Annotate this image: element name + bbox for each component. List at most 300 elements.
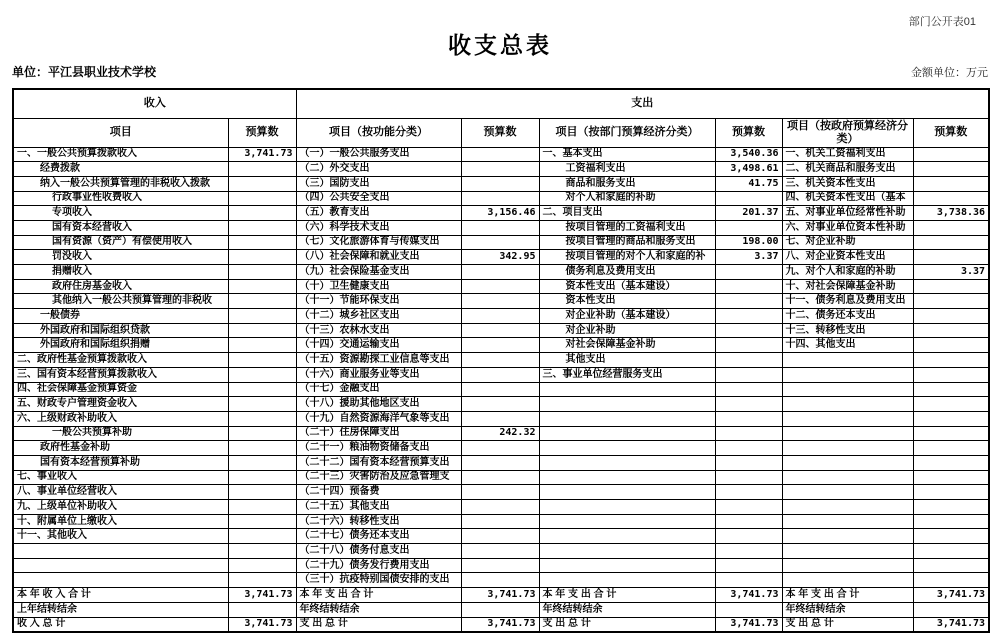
table-row (13, 382, 989, 397)
gov-econ-item-value (913, 455, 989, 470)
income-item-value (228, 206, 296, 221)
func-item-label: （三十）抗疫特别国债安排的支出 (296, 573, 461, 588)
dept-econ-item-value (715, 426, 782, 441)
gov-econ-total-value: 3,741.73 (913, 617, 989, 632)
col-header-dept-econ-budget: 预算数 (715, 118, 782, 147)
dept-econ-item-label (539, 397, 715, 412)
dept-econ-item-label (539, 411, 715, 426)
func-item-value (461, 294, 539, 309)
unit-name-label: 单位：平江县职业技术学校 (12, 65, 157, 79)
table-row (13, 265, 989, 280)
income-item-value (228, 367, 296, 382)
dept-econ-item-value (715, 323, 782, 338)
dept-econ-item-value: 198.00 (715, 235, 782, 250)
income-item-value (228, 294, 296, 309)
income-item-value (228, 235, 296, 250)
dept-econ-item-value (715, 191, 782, 206)
func-total-value: 3,741.73 (461, 588, 539, 603)
table-row (13, 529, 989, 544)
table-total-row (13, 617, 989, 632)
dept-econ-item-label: 按项目管理的对个人和家庭的补 (539, 250, 715, 265)
dept-econ-item-label: 对企业补助 (539, 323, 715, 338)
dept-econ-item-value: 3.37 (715, 250, 782, 265)
func-item-value (461, 470, 539, 485)
func-item-value (461, 176, 539, 191)
dept-econ-item-label (539, 529, 715, 544)
dept-econ-item-label: 按项目管理的工资福利支出 (539, 220, 715, 235)
gov-econ-item-value (913, 338, 989, 353)
table-row (13, 309, 989, 324)
income-item-value (228, 250, 296, 265)
func-item-label: （十一）节能环保支出 (296, 294, 461, 309)
gov-econ-item-value (913, 220, 989, 235)
gov-econ-item-label (782, 514, 913, 529)
income-item-label: 国有资本经营预算补助 (13, 455, 228, 470)
expenditure-group-header: 支出 (296, 89, 989, 118)
income-total-label: 本 年 收 入 合 计 (13, 588, 228, 603)
gov-econ-item-label (782, 455, 913, 470)
dept-econ-item-value (715, 573, 782, 588)
dept-econ-item-label (539, 426, 715, 441)
func-item-label: （二十七）债务还本支出 (296, 529, 461, 544)
dept-econ-total-value: 3,741.73 (715, 617, 782, 632)
gov-econ-total-value (913, 602, 989, 617)
gov-econ-total-label: 支 出 总 计 (782, 617, 913, 632)
func-item-label: （二十二）国有资本经营预算支出 (296, 455, 461, 470)
income-item-value (228, 353, 296, 368)
dept-econ-item-value (715, 397, 782, 412)
dept-econ-item-value (715, 382, 782, 397)
dept-econ-item-value: 201.37 (715, 206, 782, 221)
income-item-value (228, 309, 296, 324)
func-item-value (461, 338, 539, 353)
gov-econ-item-label: 一、机关工资福利支出 (782, 147, 913, 162)
gov-econ-item-label: 五、对事业单位经常性补助 (782, 206, 913, 221)
func-item-value (461, 397, 539, 412)
dept-econ-item-value (715, 514, 782, 529)
gov-econ-item-label (782, 397, 913, 412)
group-header-row (13, 89, 989, 118)
dept-econ-item-label (539, 455, 715, 470)
meta-row (12, 63, 988, 80)
gov-econ-item-value (913, 279, 989, 294)
income-item-label: 专项收入 (13, 206, 228, 221)
col-header-func-budget: 预算数 (461, 118, 539, 147)
income-item-label: 外国政府和国际组织贷款 (13, 323, 228, 338)
func-item-value: 242.32 (461, 426, 539, 441)
func-item-value (461, 573, 539, 588)
income-total-value: 3,741.73 (228, 588, 296, 603)
income-item-value (228, 279, 296, 294)
gov-econ-total-label: 本 年 支 出 合 计 (782, 588, 913, 603)
dept-econ-total-value (715, 602, 782, 617)
dept-econ-item-label: 商品和服务支出 (539, 176, 715, 191)
func-item-value (461, 455, 539, 470)
gov-econ-item-value (913, 162, 989, 177)
gov-econ-item-label (782, 558, 913, 573)
gov-econ-item-value (913, 353, 989, 368)
func-item-label: （二十三）灾害防治及应急管理支 (296, 470, 461, 485)
func-item-label: （二十五）其他支出 (296, 500, 461, 515)
dept-econ-item-value (715, 338, 782, 353)
func-total-value (461, 602, 539, 617)
gov-econ-item-value (913, 176, 989, 191)
func-item-value (461, 353, 539, 368)
dept-econ-total-label: 本 年 支 出 合 计 (539, 588, 715, 603)
func-item-label: （十四）交通运输支出 (296, 338, 461, 353)
gov-econ-item-value (913, 470, 989, 485)
gov-econ-item-value: 3.37 (913, 265, 989, 280)
gov-econ-item-value (913, 382, 989, 397)
dept-econ-item-value (715, 353, 782, 368)
table-row (13, 162, 989, 177)
gov-econ-item-value: 3,738.36 (913, 206, 989, 221)
table-row (13, 294, 989, 309)
table-row (13, 455, 989, 470)
table-row (13, 558, 989, 573)
income-item-label: 三、国有资本经营预算拨款收入 (13, 367, 228, 382)
table-row (13, 191, 989, 206)
dept-econ-item-label (539, 500, 715, 515)
income-item-value (228, 441, 296, 456)
gov-econ-item-label (782, 382, 913, 397)
income-item-value (228, 176, 296, 191)
dept-econ-item-label (539, 470, 715, 485)
table-row (13, 367, 989, 382)
gov-econ-item-label: 十一、债务利息及费用支出 (782, 294, 913, 309)
dept-econ-item-label: 二、项目支出 (539, 206, 715, 221)
gov-econ-item-value (913, 529, 989, 544)
dept-econ-item-value (715, 411, 782, 426)
dept-econ-item-label (539, 514, 715, 529)
gov-econ-item-value (913, 500, 989, 515)
dept-econ-total-value: 3,741.73 (715, 588, 782, 603)
gov-econ-item-label: 十二、债务还本支出 (782, 309, 913, 324)
func-item-value: 342.95 (461, 250, 539, 265)
table-total-row (13, 602, 989, 617)
table-row (13, 397, 989, 412)
func-item-label: （二十四）预备费 (296, 485, 461, 500)
table-row (13, 544, 989, 559)
income-expenditure-table (12, 88, 990, 633)
income-item-label (13, 573, 228, 588)
col-header-income-item: 项目 (13, 118, 228, 147)
func-item-value (461, 220, 539, 235)
income-item-value (228, 162, 296, 177)
dept-econ-item-label: 其他支出 (539, 353, 715, 368)
func-item-label: （三）国防支出 (296, 176, 461, 191)
dept-econ-item-value (715, 558, 782, 573)
income-item-label: 国有资源（资产）有偿使用收入 (13, 235, 228, 250)
func-item-value (461, 529, 539, 544)
gov-econ-item-label: 七、对企业补助 (782, 235, 913, 250)
income-item-value (228, 558, 296, 573)
dept-econ-total-label: 年终结转结余 (539, 602, 715, 617)
income-item-label: 五、财政专户管理资金收入 (13, 397, 228, 412)
func-item-value (461, 411, 539, 426)
func-item-label: （八）社会保障和就业支出 (296, 250, 461, 265)
income-item-label: 二、政府性基金预算拨款收入 (13, 353, 228, 368)
income-item-label: 一、一般公共预算拨款收入 (13, 147, 228, 162)
gov-econ-item-label: 六、对事业单位资本性补助 (782, 220, 913, 235)
dept-econ-item-label (539, 441, 715, 456)
gov-econ-item-label (782, 529, 913, 544)
func-item-label: （十六）商业服务业等支出 (296, 367, 461, 382)
func-item-label: （二十一）粮油物资储备支出 (296, 441, 461, 456)
income-total-value (228, 602, 296, 617)
gov-econ-item-label (782, 573, 913, 588)
income-item-label: 政府住房基金收入 (13, 279, 228, 294)
dept-econ-item-label (539, 558, 715, 573)
func-item-value (461, 309, 539, 324)
income-item-value: 3,741.73 (228, 147, 296, 162)
table-row (13, 323, 989, 338)
income-item-label (13, 558, 228, 573)
table-row (13, 426, 989, 441)
gov-econ-item-value (913, 558, 989, 573)
func-item-value (461, 514, 539, 529)
gov-econ-item-value (913, 441, 989, 456)
dept-econ-item-value (715, 529, 782, 544)
income-item-label: 八、事业单位经营收入 (13, 485, 228, 500)
func-item-value (461, 485, 539, 500)
func-item-value (461, 558, 539, 573)
income-item-label: 四、社会保障基金预算资金 (13, 382, 228, 397)
func-item-label: （二十九）债务发行费用支出 (296, 558, 461, 573)
gov-econ-item-value (913, 191, 989, 206)
dept-econ-item-label: 债务利息及费用支出 (539, 265, 715, 280)
income-item-value (228, 514, 296, 529)
table-row (13, 279, 989, 294)
gov-econ-total-label: 年终结转结余 (782, 602, 913, 617)
gov-econ-item-value (913, 323, 989, 338)
table-row (13, 485, 989, 500)
col-header-gov-econ-budget: 预算数 (913, 118, 989, 147)
gov-econ-item-value (913, 250, 989, 265)
func-total-label: 支 出 总 计 (296, 617, 461, 632)
table-row (13, 220, 989, 235)
income-item-value (228, 220, 296, 235)
dept-econ-item-label: 一、基本支出 (539, 147, 715, 162)
func-item-label: （十八）援助其他地区支出 (296, 397, 461, 412)
income-total-label: 收 入 总 计 (13, 617, 228, 632)
gov-econ-item-value (913, 147, 989, 162)
func-item-value (461, 265, 539, 280)
gov-econ-item-label (782, 411, 913, 426)
dept-econ-item-label: 资本性支出 (539, 294, 715, 309)
dept-econ-item-label: 按项目管理的商品和服务支出 (539, 235, 715, 250)
dept-econ-item-value (715, 500, 782, 515)
gov-econ-item-value (913, 544, 989, 559)
income-item-value (228, 382, 296, 397)
func-item-value (461, 367, 539, 382)
func-item-label: （六）科学技术支出 (296, 220, 461, 235)
gov-econ-item-value (913, 397, 989, 412)
dept-econ-item-label: 三、事业单位经营服务支出 (539, 367, 715, 382)
gov-econ-item-label (782, 441, 913, 456)
func-item-label: （二）外交支出 (296, 162, 461, 177)
income-item-label: 国有资本经营收入 (13, 220, 228, 235)
table-row (13, 147, 989, 162)
dept-econ-item-label: 对企业补助（基本建设） (539, 309, 715, 324)
gov-econ-item-label (782, 353, 913, 368)
gov-econ-total-value: 3,741.73 (913, 588, 989, 603)
func-item-label: （二十六）转移性支出 (296, 514, 461, 529)
func-item-label: （五）教育支出 (296, 206, 461, 221)
income-item-label (13, 544, 228, 559)
dept-econ-item-value (715, 485, 782, 500)
table-row (13, 353, 989, 368)
gov-econ-item-value (913, 294, 989, 309)
func-item-label: （十三）农林水支出 (296, 323, 461, 338)
dept-econ-item-label: 资本性支出（基本建设） (539, 279, 715, 294)
income-total-value: 3,741.73 (228, 617, 296, 632)
func-item-value (461, 500, 539, 515)
func-item-label: （十七）金融支出 (296, 382, 461, 397)
func-item-label: （七）文化旅游体育与传媒支出 (296, 235, 461, 250)
gov-econ-item-label (782, 470, 913, 485)
dept-econ-item-value (715, 367, 782, 382)
col-header-dept-econ-item: 项目（按部门预算经济分类） (539, 118, 715, 147)
dept-econ-item-value (715, 220, 782, 235)
table-row (13, 338, 989, 353)
column-header-row (13, 118, 989, 147)
func-item-value (461, 382, 539, 397)
table-row (13, 176, 989, 191)
income-item-label: 九、上级单位补助收入 (13, 500, 228, 515)
table-row (13, 250, 989, 265)
func-item-value (461, 191, 539, 206)
gov-econ-item-label (782, 544, 913, 559)
func-total-label: 年终结转结余 (296, 602, 461, 617)
table-row (13, 411, 989, 426)
income-item-value (228, 338, 296, 353)
func-item-label: （十五）资源勘探工业信息等支出 (296, 353, 461, 368)
gov-econ-item-value (913, 411, 989, 426)
dept-econ-item-value: 3,498.61 (715, 162, 782, 177)
gov-econ-item-label: 十三、转移性支出 (782, 323, 913, 338)
income-item-label: 一般债券 (13, 309, 228, 324)
income-item-label: 政府性基金补助 (13, 441, 228, 456)
gov-econ-item-value (913, 514, 989, 529)
func-total-value: 3,741.73 (461, 617, 539, 632)
table-body (13, 147, 989, 632)
func-item-value: 3,156.46 (461, 206, 539, 221)
table-row (13, 441, 989, 456)
gov-econ-item-label: 四、机关资本性支出（基本 (782, 191, 913, 206)
gov-econ-item-label: 八、对企业资本性支出 (782, 250, 913, 265)
func-item-label: （一）一般公共服务支出 (296, 147, 461, 162)
income-item-label: 七、事业收入 (13, 470, 228, 485)
income-item-value (228, 573, 296, 588)
income-item-value (228, 397, 296, 412)
income-item-value (228, 265, 296, 280)
gov-econ-item-value (913, 235, 989, 250)
func-item-label: （九）社会保险基金支出 (296, 265, 461, 280)
income-item-label: 六、上级财政补助收入 (13, 411, 228, 426)
func-item-value (461, 279, 539, 294)
income-item-label: 纳入一般公共预算管理的非税收入拨款 (13, 176, 228, 191)
gov-econ-item-label (782, 485, 913, 500)
gov-econ-item-label: 十四、其他支出 (782, 338, 913, 353)
table-row (13, 235, 989, 250)
func-item-label: （二十）住房保障支出 (296, 426, 461, 441)
dept-econ-total-label: 支 出 总 计 (539, 617, 715, 632)
col-header-func-item: 项目（按功能分类） (296, 118, 461, 147)
func-item-value (461, 235, 539, 250)
gov-econ-item-label: 二、机关商品和服务支出 (782, 162, 913, 177)
func-total-label: 本 年 支 出 合 计 (296, 588, 461, 603)
gov-econ-item-value (913, 367, 989, 382)
gov-econ-item-label (782, 367, 913, 382)
gov-econ-item-value (913, 309, 989, 324)
income-item-label: 外国政府和国际组织捐赠 (13, 338, 228, 353)
income-item-label: 十、附属单位上缴收入 (13, 514, 228, 529)
table-row (13, 500, 989, 515)
func-item-label: （十二）城乡社区支出 (296, 309, 461, 324)
income-item-value (228, 455, 296, 470)
dept-econ-item-value (715, 294, 782, 309)
table-row (13, 514, 989, 529)
income-item-value (228, 500, 296, 515)
amount-unit-label: 金额单位：万元 (911, 67, 988, 79)
income-item-value (228, 529, 296, 544)
gov-econ-item-value (913, 426, 989, 441)
dept-econ-item-value (715, 544, 782, 559)
dept-econ-item-value: 3,540.36 (715, 147, 782, 162)
dept-econ-item-label (539, 382, 715, 397)
gov-econ-item-label: 九、对个人和家庭的补助 (782, 265, 913, 280)
dept-econ-item-label: 对社会保障基金补助 (539, 338, 715, 353)
income-item-value (228, 323, 296, 338)
gov-econ-item-label (782, 500, 913, 515)
income-item-label: 十一、其他收入 (13, 529, 228, 544)
dept-econ-item-value (715, 441, 782, 456)
func-item-value (461, 544, 539, 559)
func-item-label: （四）公共安全支出 (296, 191, 461, 206)
func-item-label: （十）卫生健康支出 (296, 279, 461, 294)
income-item-value (228, 470, 296, 485)
income-group-header: 收入 (13, 89, 296, 118)
func-item-label: （二十八）债务付息支出 (296, 544, 461, 559)
income-item-value (228, 426, 296, 441)
table-row (13, 470, 989, 485)
income-item-value (228, 544, 296, 559)
gov-econ-item-label: 十、对社会保障基金补助 (782, 279, 913, 294)
gov-econ-item-label (782, 426, 913, 441)
page-title: 收支总表 (448, 32, 552, 58)
income-total-label: 上年结转结余 (13, 602, 228, 617)
dept-econ-item-value (715, 265, 782, 280)
dept-econ-item-value: 41.75 (715, 176, 782, 191)
dept-econ-item-value (715, 455, 782, 470)
func-item-label: （十九）自然资源海洋气象等支出 (296, 411, 461, 426)
func-item-value (461, 441, 539, 456)
func-item-value (461, 147, 539, 162)
dept-econ-item-label: 工资福利支出 (539, 162, 715, 177)
income-item-label: 其他纳入一般公共预算管理的非税收 (13, 294, 228, 309)
dept-econ-item-label (539, 544, 715, 559)
dept-econ-item-value (715, 309, 782, 324)
col-header-income-budget: 预算数 (228, 118, 296, 147)
income-item-value (228, 191, 296, 206)
gov-econ-item-value (913, 485, 989, 500)
income-item-label: 捐赠收入 (13, 265, 228, 280)
dept-econ-item-label (539, 485, 715, 500)
func-item-value (461, 323, 539, 338)
dept-econ-item-value (715, 279, 782, 294)
income-item-value (228, 411, 296, 426)
